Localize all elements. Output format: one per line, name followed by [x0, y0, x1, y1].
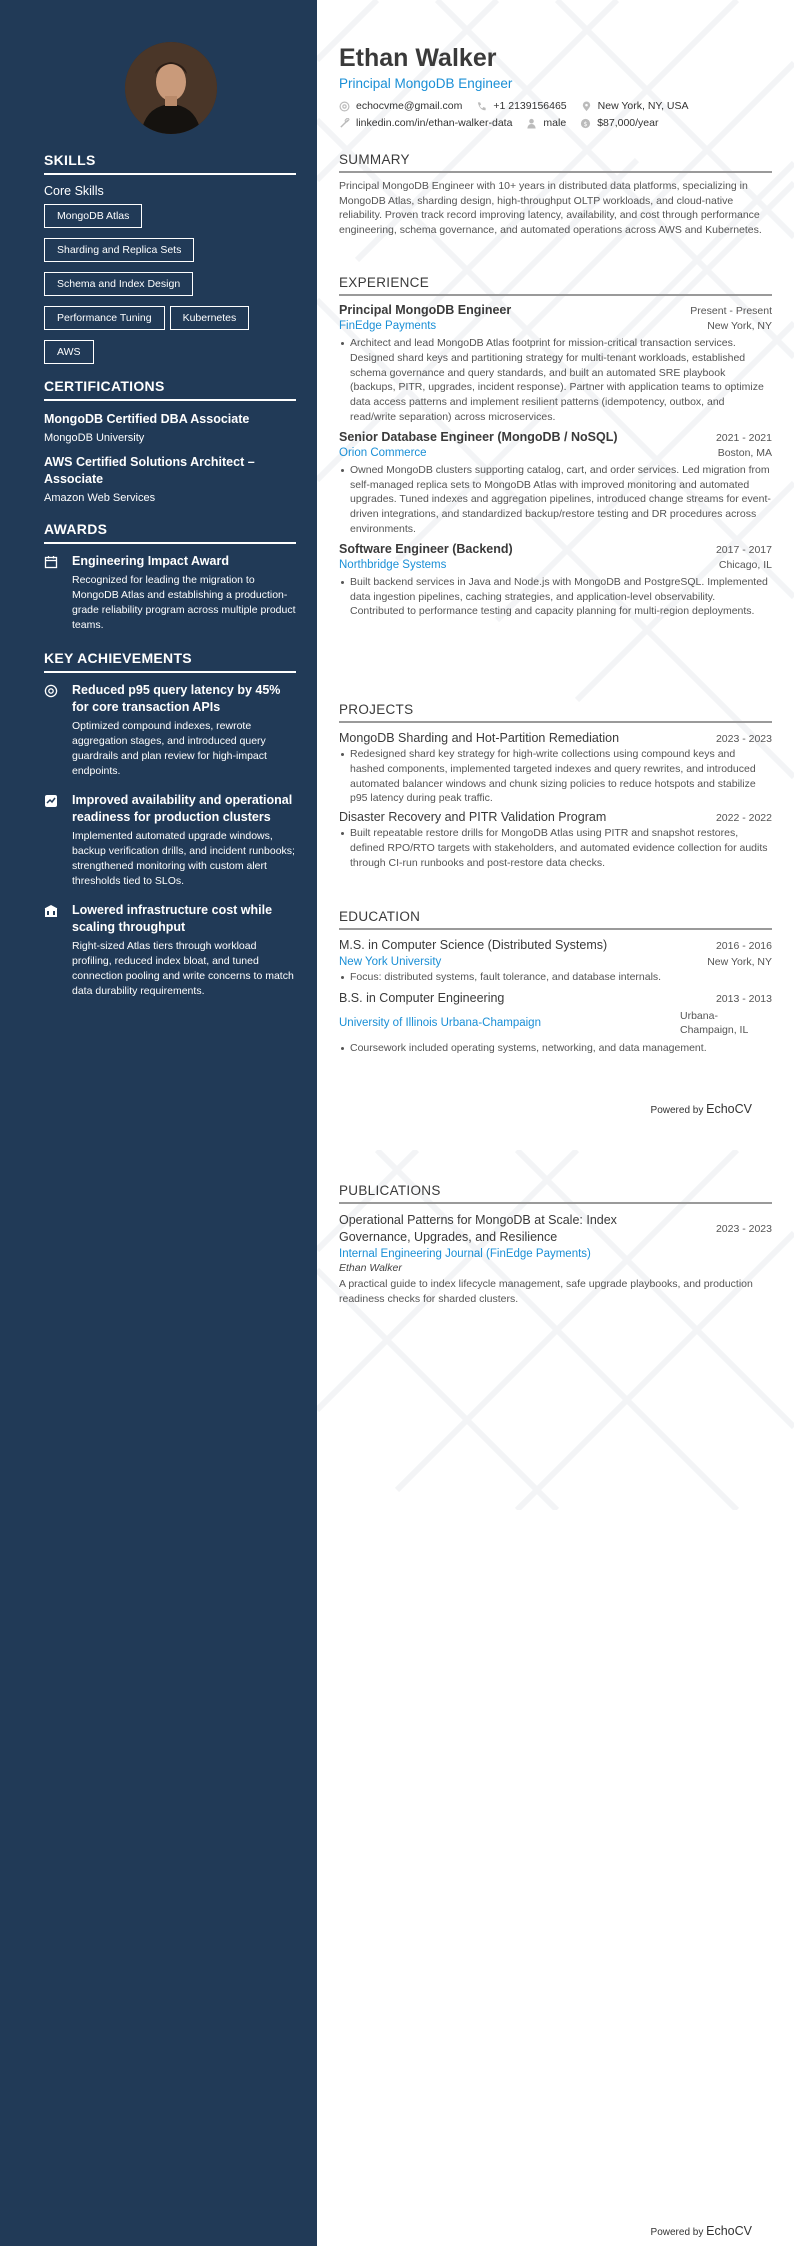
- projects-section: [339, 702, 772, 871]
- summary-section: [339, 152, 772, 237]
- publication-publisher: Internal Engineering Journal (FinEdge Payments): [339, 1248, 591, 1260]
- achievement-item: [44, 682, 296, 779]
- publications-heading: PUBLICATIONS: [339, 1183, 772, 1204]
- project-entry: [339, 731, 772, 806]
- powered-by-label: Powered by: [650, 2227, 704, 2238]
- education-heading: EDUCATION: [339, 909, 772, 930]
- at-sign-icon: [44, 684, 58, 698]
- email[interactable]: [339, 100, 462, 112]
- degree: M.S. in Computer Science (Distributed Systems): [339, 938, 608, 952]
- job-title: Principal MongoDB Engineer: [339, 303, 512, 317]
- achievement-desc: Optimized compound indexes, rewrote aggregation stages, and introduced query guardrails and plan review for high-impact endpoints.: [72, 720, 267, 777]
- sidebar: [0, 0, 317, 2246]
- email-text: echocvme@gmail.com: [356, 100, 463, 112]
- education-section: [339, 909, 772, 1056]
- project-date: 2023 - 2023: [715, 733, 772, 745]
- avatar: [125, 42, 217, 134]
- job-location: New York, NY: [707, 320, 772, 332]
- skill-tag: AWS: [44, 340, 94, 364]
- achievement-desc: Right-sized Atlas tiers through workload profiling, reduced index bloat, and tuned connection pooling and write concerns to match data durability requirements.: [72, 940, 294, 997]
- projects-heading: PROJECTS: [339, 702, 772, 723]
- certifications-section: [44, 378, 296, 504]
- education-date: 2016 - 2016: [715, 940, 772, 952]
- experience-heading: EXPERIENCE: [339, 275, 772, 296]
- contact-row: [339, 117, 673, 129]
- project-bullet: Built repeatable restore drills for MongoDB Atlas using PITR and snapshot restores, defined RPO/RTO targets with stakeholders, and automated evidence collection for audits through CI-run runbooks and post-restore data checks.: [339, 826, 772, 870]
- job-date: Present - Present: [690, 305, 772, 317]
- project-title: Disaster Recovery and PITR Validation Program: [339, 810, 607, 825]
- person-icon: [526, 118, 537, 129]
- candidate-role: Principal MongoDB Engineer: [339, 76, 513, 91]
- project-date: 2022 - 2022: [715, 812, 772, 825]
- job-bullet: Architect and lead MongoDB Atlas footprint for mission-critical transaction services. Designed shard keys and partitioning strategy for multi-tenant workloads, established schema governance and query standards, and built an automated SRE playbook (backups, PITR, upgrades, incident response). Partner with application teams to optimize data access patterns and implement resilient patterns (idempotency, outbox, and read/write separation) across microservices.: [339, 336, 772, 425]
- job-date: 2021 - 2021: [715, 431, 772, 444]
- phone-text: +1 2139156465: [493, 100, 567, 112]
- job-bullet: Built backend services in Java and Node.js with MongoDB and PostgreSQL. Implemented data ingestion pipelines, caching strategies, and application-level observability. Contributed to performance testing and capacity planning for multi-region deployments.: [339, 575, 772, 619]
- skill-tags: [44, 204, 296, 374]
- summary-heading: SUMMARY: [339, 152, 772, 173]
- publications-section: [339, 1183, 772, 1306]
- achievements-heading: KEY ACHIEVEMENTS: [44, 650, 296, 673]
- achievement-title: Improved availability and operational readiness for production clusters: [72, 793, 293, 824]
- location-pin-icon: [581, 101, 592, 112]
- skills-heading: SKILLS: [44, 152, 296, 175]
- project-entry: [339, 810, 772, 870]
- job-company: Northbridge Systems: [339, 558, 447, 571]
- job-entry: [339, 542, 772, 619]
- job-company: FinEdge Payments: [339, 320, 437, 332]
- summary-text: Principal MongoDB Engineer with 10+ years in distributed data platforms, specializing in MongoDB Atlas, sharding design, high-throughput OLTP workloads, and cloud-native reliability. Proven track record improving latency, availability, and cost through performance engineering, schema governance, and automated operations across AWS and Kubernetes.: [339, 180, 762, 236]
- phone[interactable]: [476, 100, 566, 112]
- school: New York University: [339, 956, 442, 968]
- education-date: 2013 - 2013: [715, 992, 772, 1005]
- candidate-name: Ethan Walker: [339, 44, 497, 72]
- chart-icon: [44, 794, 58, 808]
- linkedin[interactable]: [339, 117, 512, 129]
- phone-icon: [476, 101, 487, 112]
- linkedin-text: linkedin.com/in/ethan-walker-data: [356, 117, 513, 129]
- job-bullet: Owned MongoDB clusters supporting catalog, cart, and order services. Led migration from self-managed replica sets to MongoDB Atlas with improved monitoring and automated upgrades. Tuned indexes and aggregation pipelines, introduced change streams for event-driven integrations, and standardized backup/restore testing and DR procedures across environments.: [339, 463, 772, 537]
- job-location: Boston, MA: [717, 446, 772, 459]
- job-title: Senior Database Engineer (MongoDB / NoSQL): [339, 429, 618, 444]
- cert-org: Amazon Web Services: [44, 492, 156, 504]
- contact-row: [339, 100, 703, 112]
- brand-name: EchoCV: [706, 2224, 752, 2238]
- experience-section: [339, 275, 772, 619]
- awards-heading: AWARDS: [44, 521, 296, 544]
- achievement-title: Reduced p95 query latency by 45% for core transaction APIs: [72, 683, 281, 714]
- job-company: Orion Commerce: [339, 446, 427, 459]
- cert-name: AWS Certified Solutions Architect – Associate: [44, 455, 255, 486]
- main-content: [317, 0, 794, 2246]
- award-desc: Recognized for leading the migration to MongoDB Atlas and establishing a production-grade reliability program across multiple product teams.: [72, 574, 296, 631]
- school-location: Urbana-Champaign, IL: [680, 1009, 749, 1036]
- project-bullet: Redesigned shard key strategy for high-write collections using compound keys and hashed components, implemented targeted indexes and query rewrites, and introduced automated balancer windows and chunk sizing policies to reduce hotspots and stabilize p95 latency during peak traffic.: [339, 747, 772, 806]
- publication-author: Ethan Walker: [339, 1262, 402, 1274]
- job-date: 2017 - 2017: [715, 543, 772, 556]
- powered-by-label: Powered by: [650, 1105, 704, 1116]
- cert-org: MongoDB University: [44, 432, 145, 444]
- achievement-item: [44, 792, 296, 889]
- achievement-desc: Implemented automated upgrade windows, backup verification drills, and incident runbooks; strengthened monitoring with custom alert thresholds tied to SLOs.: [72, 830, 295, 887]
- location: [581, 100, 689, 112]
- achievement-title: Lowered infrastructure cost while scaling throughput: [72, 903, 273, 934]
- skill-tag: Schema and Index Design: [44, 272, 193, 296]
- skill-tag: Performance Tuning: [44, 306, 165, 330]
- skill-tag: Sharding and Replica Sets: [44, 238, 194, 262]
- salary-text: $87,000/year: [597, 117, 659, 129]
- publication-date: 2023 - 2023: [715, 1223, 772, 1235]
- skills-section: [44, 152, 296, 374]
- achievement-item: [44, 902, 296, 999]
- job-location: Chicago, IL: [718, 558, 772, 571]
- school: University of Illinois Urbana-Champaign: [339, 1016, 541, 1029]
- publication-entry: [339, 1212, 772, 1306]
- school-location: New York, NY: [707, 956, 772, 968]
- education-entry: [339, 991, 772, 1056]
- location-text: New York, NY, USA: [597, 100, 689, 112]
- at-sign-icon: [339, 101, 350, 112]
- award-item: [44, 553, 296, 633]
- gender-text: male: [543, 117, 567, 129]
- certifications-heading: CERTIFICATIONS: [44, 378, 296, 401]
- svg-text:$: $: [583, 119, 588, 128]
- education-entry: [339, 938, 772, 985]
- skill-tag: Kubernetes: [170, 306, 250, 330]
- job-entry: [339, 430, 772, 537]
- publication-title: Operational Patterns for MongoDB at Scale: Index Governance, Upgrades, and Resilience: [339, 1213, 617, 1244]
- salary: [580, 117, 658, 129]
- cert-name: MongoDB Certified DBA Associate: [44, 412, 250, 426]
- achievements-section: [44, 650, 296, 999]
- powered-by: [651, 1102, 752, 1116]
- gender: [526, 117, 566, 129]
- skill-tag: MongoDB Atlas: [44, 204, 142, 228]
- degree: B.S. in Computer Engineering: [339, 990, 505, 1005]
- award-title: Engineering Impact Award: [72, 554, 229, 568]
- brand-name: EchoCV: [706, 1102, 752, 1116]
- calendar-icon: [44, 555, 58, 569]
- job-title: Software Engineer (Backend): [339, 541, 513, 556]
- job-entry: [339, 303, 772, 425]
- building-icon: [44, 904, 58, 918]
- core-skills-subheading: Core Skills: [44, 184, 104, 198]
- powered-by: [651, 2224, 752, 2238]
- education-bullet: Coursework included operating systems, networking, and data management.: [339, 1041, 772, 1056]
- education-bullet: Focus: distributed systems, fault tolerance, and database internals.: [339, 970, 772, 985]
- awards-section: [44, 521, 296, 633]
- money-icon: [580, 118, 591, 129]
- publication-desc: A practical guide to index lifecycle management, safe upgrade playbooks, and production readiness checks for sharded clusters.: [339, 1278, 753, 1305]
- link-icon: [339, 118, 350, 129]
- project-title: MongoDB Sharding and Hot-Partition Remediation: [339, 731, 620, 745]
